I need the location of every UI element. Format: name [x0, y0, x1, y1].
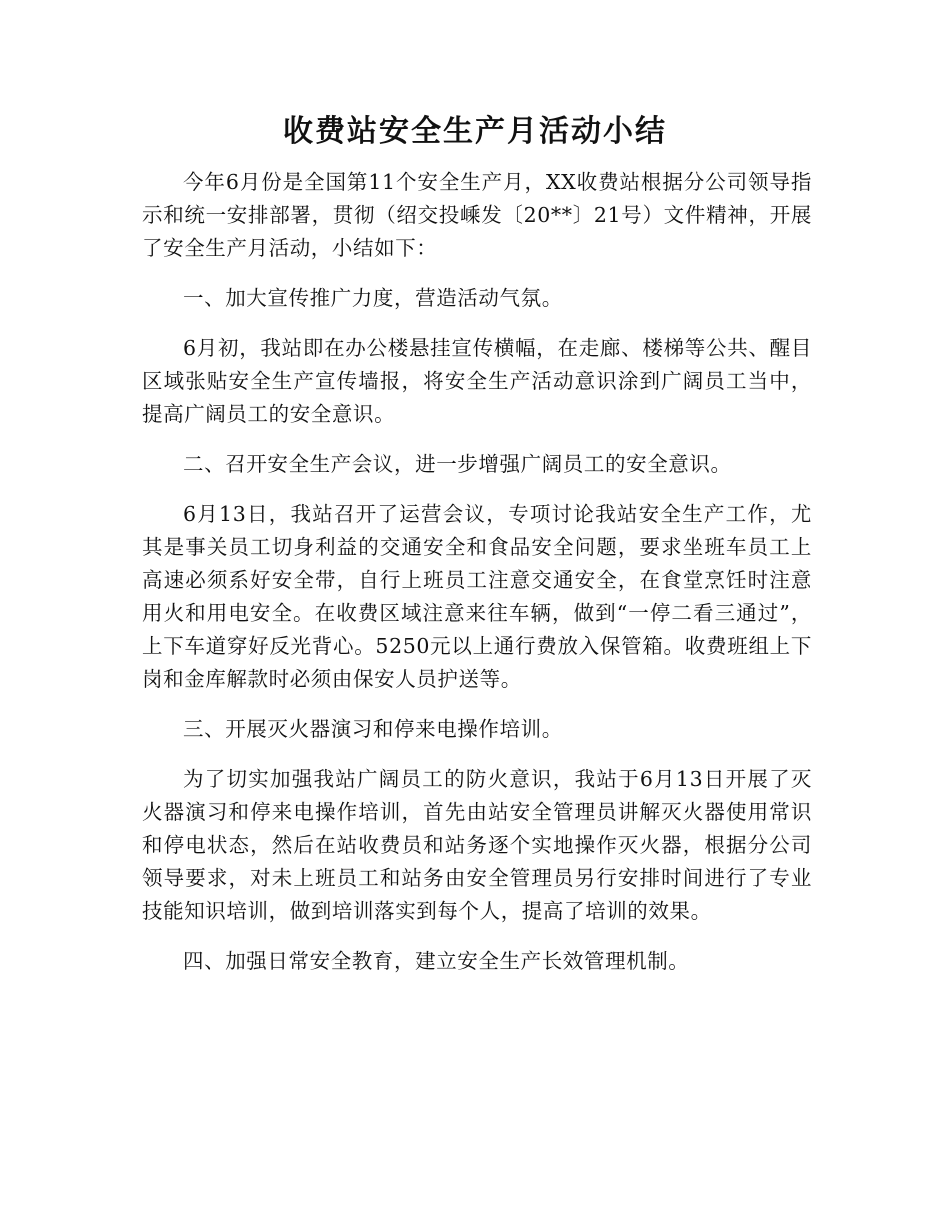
paragraph-section-1: 6月初，我站即在办公楼悬挂宣传横幅，在走廊、楼梯等公共、醒目区域张贴安全生产宣传墙报，将安全生产活动意识涂到广阔员工当中，提高广阔员工的安全意识。	[142, 336, 812, 426]
document-body	[142, 166, 812, 995]
section-heading-3: 三、开展灭火器演习和停来电操作培训。	[183, 717, 563, 741]
paragraph-section-2: 6月13日，我站召开了运营会议，专项讨论我站安全生产工作，尤其是事关员工切身利益的交通安全和食品安全问题，要求坐班车员工上高速必须系好安全带，自行上班员工注意交通安全，在食堂烹饪时注意用火和用电安全。在收费区域注意来往车辆，做到“一停二看三通过”，上下车道穿好反光背心。5250元以上通行费放入保管箱。收费班组上下岗和金库解款时必须由保安人员护送等。	[142, 502, 812, 691]
paragraph-intro: 今年6月份是全国第11个安全生产月，XX收费站根据分公司领导指示和统一安排部署，贯彻（绍交投嵊发〔20**〕21号）文件精神，开展了安全生产月活动，小结如下：	[142, 170, 812, 260]
paragraph-section-3: 为了切实加强我站广阔员工的防火意识，我站于6月13日开展了灭火器演习和停来电操作培训，首先由站安全管理员讲解灭火器使用常识和停电状态，然后在站收费员和站务逐个实地操作灭火器，根据分公司领导要求，对未上班员工和站务由安全管理员另行安排时间进行了专业技能知识培训，做到培训落实到每个人，提高了培训的效果。	[142, 767, 812, 923]
section-heading-1: 一、加大宣传推广力度，营造活动气氛。	[183, 286, 563, 310]
document-title: 收费站安全生产月活动小结	[283, 114, 667, 149]
section-heading-2: 二、召开安全生产会议，进一步增强广阔员工的安全意识。	[183, 452, 732, 476]
section-heading-4: 四、加强日常安全教育，建立安全生产长效管理机制。	[183, 949, 690, 973]
